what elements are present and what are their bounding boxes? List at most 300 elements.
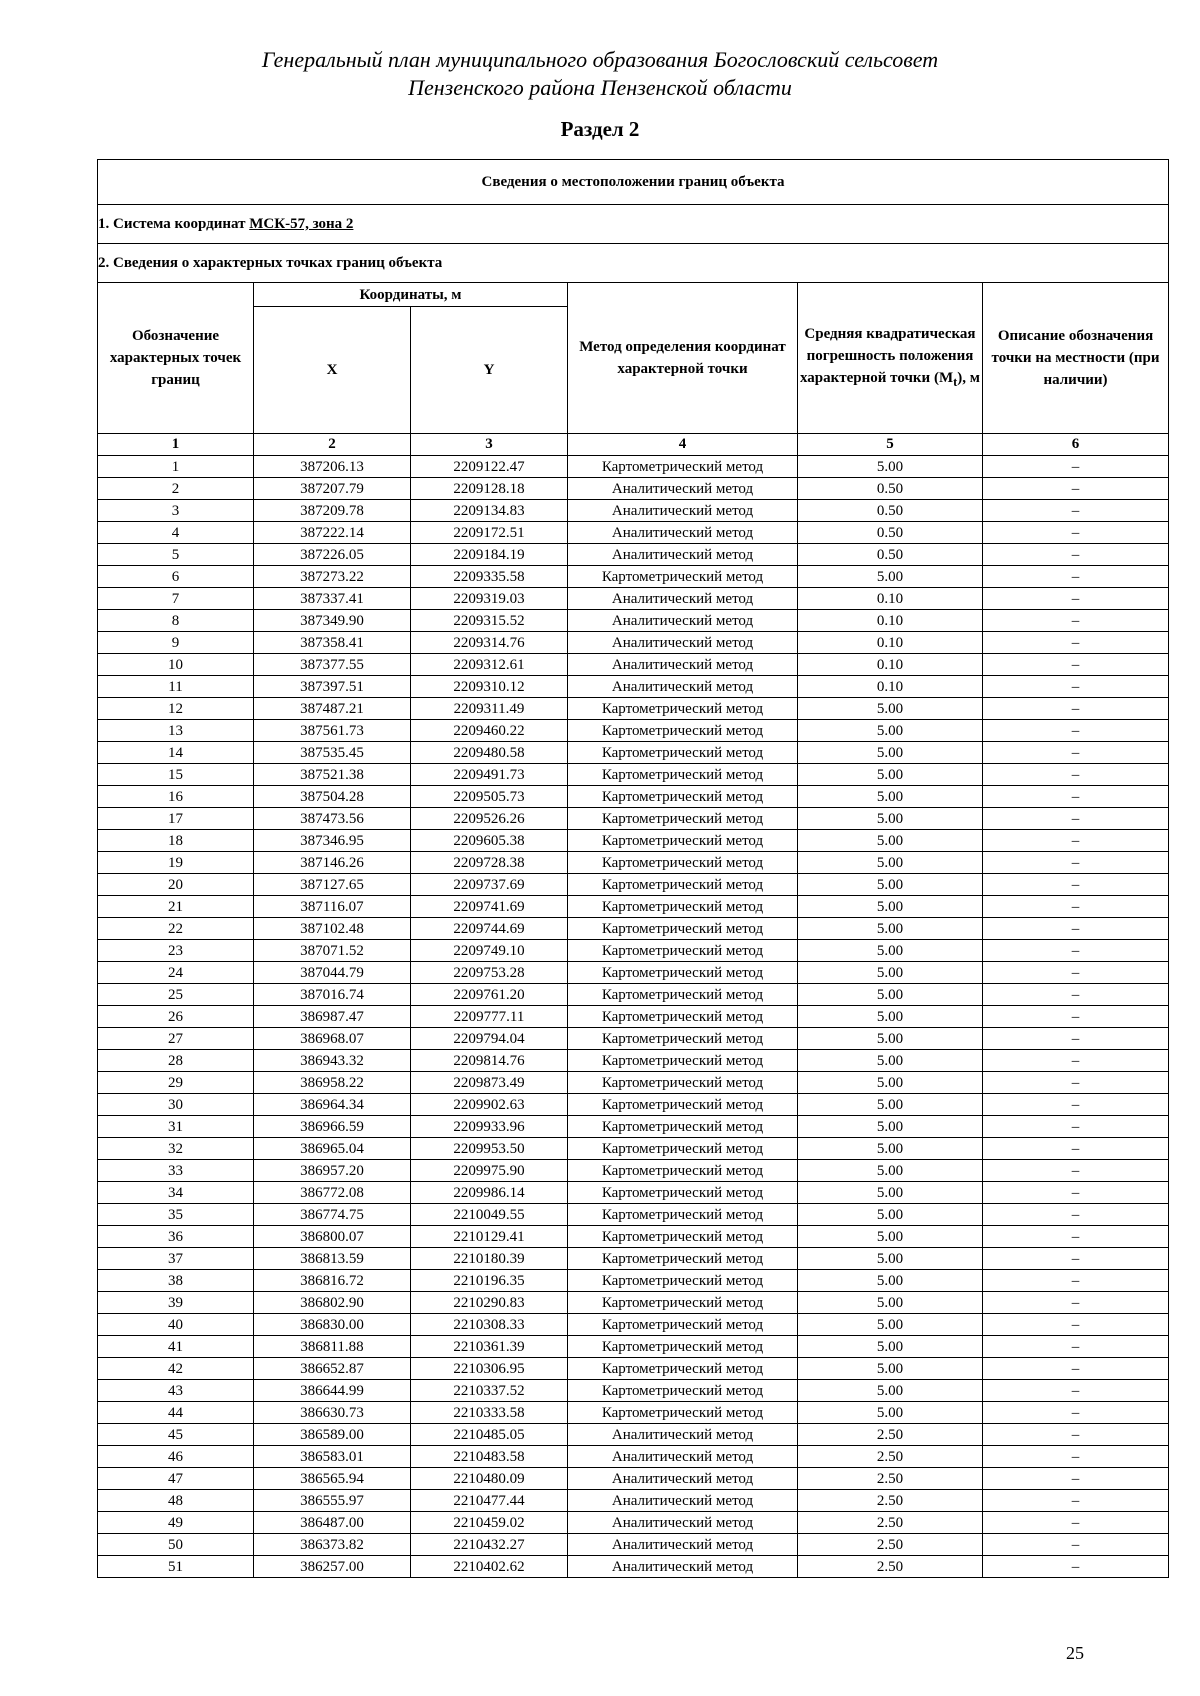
section-title: Раздел 2 — [560, 117, 640, 141]
coord-x-cell: 386373.82 — [254, 1534, 411, 1556]
point-id-cell: 5 — [98, 544, 254, 566]
error-cell: 2.50 — [798, 1556, 983, 1578]
description-cell: – — [983, 720, 1169, 742]
method-cell: Картометрический метод — [568, 1094, 798, 1116]
error-cell: 5.00 — [798, 1116, 983, 1138]
coord-y-cell: 2210477.44 — [411, 1490, 568, 1512]
coord-y-cell: 2209777.11 — [411, 1006, 568, 1028]
coord-y-cell: 2210483.58 — [411, 1446, 568, 1468]
error-cell: 5.00 — [798, 720, 983, 742]
error-cell: 5.00 — [798, 874, 983, 896]
error-cell: 0.10 — [798, 632, 983, 654]
method-cell: Аналитический метод — [568, 654, 798, 676]
method-cell: Картометрический метод — [568, 1006, 798, 1028]
coord-y-cell: 2210180.39 — [411, 1248, 568, 1270]
table-row — [98, 478, 1169, 500]
point-id-cell: 21 — [98, 896, 254, 918]
error-cell: 5.00 — [798, 1358, 983, 1380]
table-row — [98, 874, 1169, 896]
description-cell: – — [983, 1116, 1169, 1138]
table-row — [98, 1424, 1169, 1446]
description-cell: – — [983, 1160, 1169, 1182]
table-row — [98, 1402, 1169, 1424]
error-cell: 5.00 — [798, 1292, 983, 1314]
method-cell: Аналитический метод — [568, 1556, 798, 1578]
col-number-6: 6 — [983, 434, 1169, 456]
error-cell: 5.00 — [798, 1050, 983, 1072]
table-row — [98, 1380, 1169, 1402]
header-method: Метод определения координат характерной точки — [568, 283, 798, 434]
coord-y-cell: 2209741.69 — [411, 896, 568, 918]
method-cell: Картометрический метод — [568, 940, 798, 962]
coord-x-cell: 387487.21 — [254, 698, 411, 720]
table-row — [98, 1116, 1169, 1138]
coord-y-cell: 2209761.20 — [411, 984, 568, 1006]
point-id-cell: 41 — [98, 1336, 254, 1358]
method-cell: Картометрический метод — [568, 1358, 798, 1380]
table-row — [98, 1314, 1169, 1336]
point-id-cell: 26 — [98, 1006, 254, 1028]
point-id-cell: 13 — [98, 720, 254, 742]
coord-y-cell: 2209319.03 — [411, 588, 568, 610]
method-cell: Картометрический метод — [568, 896, 798, 918]
table-row — [98, 984, 1169, 1006]
table-row — [98, 698, 1169, 720]
error-cell: 5.00 — [798, 698, 983, 720]
table-row — [98, 742, 1169, 764]
coord-x-cell: 387521.38 — [254, 764, 411, 786]
method-cell: Аналитический метод — [568, 1534, 798, 1556]
method-cell: Аналитический метод — [568, 1446, 798, 1468]
table-row — [98, 808, 1169, 830]
description-cell: – — [983, 1512, 1169, 1534]
point-id-cell: 51 — [98, 1556, 254, 1578]
method-cell: Картометрический метод — [568, 1270, 798, 1292]
method-cell: Аналитический метод — [568, 544, 798, 566]
method-cell: Картометрический метод — [568, 698, 798, 720]
coord-x-cell: 386816.72 — [254, 1270, 411, 1292]
error-cell: 2.50 — [798, 1534, 983, 1556]
col-number-3: 3 — [411, 434, 568, 456]
description-cell: – — [983, 830, 1169, 852]
error-cell: 5.00 — [798, 456, 983, 478]
method-cell: Картометрический метод — [568, 456, 798, 478]
coord-y-cell: 2209753.28 — [411, 962, 568, 984]
description-cell: – — [983, 808, 1169, 830]
table-row — [98, 1556, 1169, 1578]
table-row — [98, 1358, 1169, 1380]
description-cell: – — [983, 1380, 1169, 1402]
coord-y-cell: 2209737.69 — [411, 874, 568, 896]
point-id-cell: 15 — [98, 764, 254, 786]
error-cell: 5.00 — [798, 1380, 983, 1402]
description-cell: – — [983, 984, 1169, 1006]
coord-y-cell: 2209975.90 — [411, 1160, 568, 1182]
description-cell: – — [983, 896, 1169, 918]
coord-x-cell: 387397.51 — [254, 676, 411, 698]
error-cell: 5.00 — [798, 1336, 983, 1358]
point-id-cell: 49 — [98, 1512, 254, 1534]
error-cell: 5.00 — [798, 1138, 983, 1160]
col-number-2: 2 — [254, 434, 411, 456]
point-id-cell: 11 — [98, 676, 254, 698]
point-id-cell: 40 — [98, 1314, 254, 1336]
description-cell: – — [983, 1358, 1169, 1380]
header-error-sub: t — [953, 375, 958, 389]
coord-x-cell: 387358.41 — [254, 632, 411, 654]
coord-x-cell: 386811.88 — [254, 1336, 411, 1358]
method-cell: Аналитический метод — [568, 478, 798, 500]
table-row — [98, 1468, 1169, 1490]
point-id-cell: 14 — [98, 742, 254, 764]
table-row — [98, 544, 1169, 566]
method-cell: Картометрический метод — [568, 1204, 798, 1226]
point-id-cell: 16 — [98, 786, 254, 808]
error-cell: 5.00 — [798, 896, 983, 918]
method-cell: Картометрический метод — [568, 566, 798, 588]
description-cell: – — [983, 1094, 1169, 1116]
method-cell: Картометрический метод — [568, 962, 798, 984]
method-cell: Картометрический метод — [568, 808, 798, 830]
table-row — [98, 1248, 1169, 1270]
table-row — [98, 918, 1169, 940]
error-cell: 0.10 — [798, 654, 983, 676]
coord-x-cell: 387116.07 — [254, 896, 411, 918]
coord-y-cell: 2209122.47 — [411, 456, 568, 478]
method-cell: Картометрический метод — [568, 1226, 798, 1248]
coord-y-cell: 2209902.63 — [411, 1094, 568, 1116]
coordinate-system-label: 1. Система координат — [98, 215, 250, 232]
error-cell: 5.00 — [798, 1204, 983, 1226]
point-id-cell: 18 — [98, 830, 254, 852]
table-row — [98, 1270, 1169, 1292]
coord-x-cell: 387226.05 — [254, 544, 411, 566]
method-cell: Аналитический метод — [568, 588, 798, 610]
description-cell: – — [983, 1006, 1169, 1028]
point-id-cell: 28 — [98, 1050, 254, 1072]
table-row — [98, 610, 1169, 632]
method-cell: Аналитический метод — [568, 500, 798, 522]
description-cell: – — [983, 1402, 1169, 1424]
table-row — [98, 1072, 1169, 1094]
description-cell: – — [983, 522, 1169, 544]
coord-y-cell: 2209128.18 — [411, 478, 568, 500]
table-row — [98, 764, 1169, 786]
header-designation: Обозначение характерных точек границ — [98, 283, 254, 434]
point-id-cell: 50 — [98, 1534, 254, 1556]
table-row — [98, 1226, 1169, 1248]
coord-x-cell: 386987.47 — [254, 1006, 411, 1028]
method-cell: Картометрический метод — [568, 1292, 798, 1314]
coord-y-cell: 2209749.10 — [411, 940, 568, 962]
error-cell: 5.00 — [798, 1270, 983, 1292]
error-cell: 0.10 — [798, 588, 983, 610]
coord-x-cell: 386965.04 — [254, 1138, 411, 1160]
coord-x-cell: 387127.65 — [254, 874, 411, 896]
table-row — [98, 720, 1169, 742]
error-cell: 5.00 — [798, 764, 983, 786]
coord-y-cell: 2209335.58 — [411, 566, 568, 588]
point-id-cell: 25 — [98, 984, 254, 1006]
description-cell: – — [983, 632, 1169, 654]
error-cell: 5.00 — [798, 940, 983, 962]
point-id-cell: 4 — [98, 522, 254, 544]
table-row — [98, 500, 1169, 522]
coord-x-cell: 387206.13 — [254, 456, 411, 478]
coord-x-cell: 387349.90 — [254, 610, 411, 632]
coord-x-cell: 386257.00 — [254, 1556, 411, 1578]
header-error — [798, 283, 983, 434]
description-cell: – — [983, 1336, 1169, 1358]
coord-x-cell: 386487.00 — [254, 1512, 411, 1534]
coord-x-cell: 387273.22 — [254, 566, 411, 588]
description-cell: – — [983, 1204, 1169, 1226]
coordinate-system-value: МСК-57, зона 2 — [249, 215, 354, 232]
coord-y-cell: 2209605.38 — [411, 830, 568, 852]
coord-y-cell: 2210402.62 — [411, 1556, 568, 1578]
point-id-cell: 38 — [98, 1270, 254, 1292]
coord-x-cell: 387561.73 — [254, 720, 411, 742]
table-row — [98, 1094, 1169, 1116]
col-number-5: 5 — [798, 434, 983, 456]
description-cell: – — [983, 786, 1169, 808]
table-row — [98, 1050, 1169, 1072]
coord-y-cell: 2209480.58 — [411, 742, 568, 764]
method-cell: Картометрический метод — [568, 1336, 798, 1358]
error-cell: 5.00 — [798, 852, 983, 874]
method-cell: Аналитический метод — [568, 610, 798, 632]
error-cell: 5.00 — [798, 1248, 983, 1270]
coord-y-cell: 2209491.73 — [411, 764, 568, 786]
error-cell: 0.10 — [798, 676, 983, 698]
coord-x-cell: 387222.14 — [254, 522, 411, 544]
table-row — [98, 940, 1169, 962]
coord-y-cell: 2210337.52 — [411, 1380, 568, 1402]
table-row — [98, 1292, 1169, 1314]
coord-y-cell: 2210196.35 — [411, 1270, 568, 1292]
table-row — [98, 1182, 1169, 1204]
error-cell: 5.00 — [798, 1314, 983, 1336]
description-cell: – — [983, 676, 1169, 698]
method-cell: Аналитический метод — [568, 1424, 798, 1446]
point-id-cell: 23 — [98, 940, 254, 962]
coord-y-cell: 2210129.41 — [411, 1226, 568, 1248]
coord-x-cell: 386968.07 — [254, 1028, 411, 1050]
description-cell: – — [983, 962, 1169, 984]
coord-y-cell: 2210333.58 — [411, 1402, 568, 1424]
point-id-cell: 9 — [98, 632, 254, 654]
table-row — [98, 676, 1169, 698]
method-cell: Картометрический метод — [568, 1050, 798, 1072]
table-row — [98, 1512, 1169, 1534]
description-cell: – — [983, 764, 1169, 786]
coord-x-cell: 386943.32 — [254, 1050, 411, 1072]
method-cell: Картометрический метод — [568, 742, 798, 764]
description-cell: – — [983, 1028, 1169, 1050]
error-cell: 5.00 — [798, 1094, 983, 1116]
coord-x-cell: 387209.78 — [254, 500, 411, 522]
point-id-cell: 8 — [98, 610, 254, 632]
error-cell: 5.00 — [798, 566, 983, 588]
error-cell: 5.00 — [798, 808, 983, 830]
error-cell: 5.00 — [798, 1160, 983, 1182]
method-cell: Картометрический метод — [568, 1138, 798, 1160]
error-cell: 0.50 — [798, 544, 983, 566]
point-id-cell: 3 — [98, 500, 254, 522]
error-cell: 5.00 — [798, 1182, 983, 1204]
error-cell: 5.00 — [798, 1006, 983, 1028]
coord-x-cell: 386630.73 — [254, 1402, 411, 1424]
coord-y-cell: 2210459.02 — [411, 1512, 568, 1534]
points-info-heading: 2. Сведения о характерных точках границ объекта — [98, 244, 1169, 283]
point-id-cell: 20 — [98, 874, 254, 896]
point-id-cell: 27 — [98, 1028, 254, 1050]
header-y: Y — [411, 307, 568, 434]
coord-y-cell: 2209873.49 — [411, 1072, 568, 1094]
coord-y-cell: 2209814.76 — [411, 1050, 568, 1072]
header-error-end: ), м — [957, 370, 980, 386]
coord-x-cell: 386774.75 — [254, 1204, 411, 1226]
method-cell: Картометрический метод — [568, 764, 798, 786]
point-id-cell: 34 — [98, 1182, 254, 1204]
coord-x-cell: 386966.59 — [254, 1116, 411, 1138]
method-cell: Картометрический метод — [568, 852, 798, 874]
table-row — [98, 896, 1169, 918]
table-row — [98, 786, 1169, 808]
error-cell: 5.00 — [798, 1028, 983, 1050]
point-id-cell: 32 — [98, 1138, 254, 1160]
coordinate-system — [98, 205, 1169, 244]
coord-y-cell: 2209728.38 — [411, 852, 568, 874]
coord-x-cell: 386772.08 — [254, 1182, 411, 1204]
description-cell: – — [983, 478, 1169, 500]
error-cell: 2.50 — [798, 1424, 983, 1446]
coord-y-cell: 2210290.83 — [411, 1292, 568, 1314]
description-cell: – — [983, 588, 1169, 610]
coord-x-cell: 387346.95 — [254, 830, 411, 852]
description-cell: – — [983, 544, 1169, 566]
coord-x-cell: 386964.34 — [254, 1094, 411, 1116]
col-number-4: 4 — [568, 434, 798, 456]
table-row — [98, 456, 1169, 478]
method-cell: Аналитический метод — [568, 632, 798, 654]
header-x: X — [254, 307, 411, 434]
table-title: Сведения о местоположении границ объекта — [98, 160, 1169, 205]
description-cell: – — [983, 1314, 1169, 1336]
description-cell: – — [983, 1050, 1169, 1072]
description-cell: – — [983, 654, 1169, 676]
coord-x-cell: 386555.97 — [254, 1490, 411, 1512]
description-cell: – — [983, 1446, 1169, 1468]
coord-x-cell: 387535.45 — [254, 742, 411, 764]
table-row — [98, 1138, 1169, 1160]
method-cell: Картометрический метод — [568, 1182, 798, 1204]
coord-y-cell: 2210432.27 — [411, 1534, 568, 1556]
description-cell: – — [983, 1182, 1169, 1204]
document-header-line1: Генеральный план муниципального образования Богословский сельсовет — [261, 47, 939, 72]
table-row — [98, 1204, 1169, 1226]
description-cell: – — [983, 1226, 1169, 1248]
point-id-cell: 35 — [98, 1204, 254, 1226]
coord-x-cell: 386958.22 — [254, 1072, 411, 1094]
point-id-cell: 19 — [98, 852, 254, 874]
error-cell: 5.00 — [798, 1226, 983, 1248]
description-cell: – — [983, 852, 1169, 874]
point-id-cell: 6 — [98, 566, 254, 588]
coord-y-cell: 2209986.14 — [411, 1182, 568, 1204]
method-cell: Картометрический метод — [568, 1380, 798, 1402]
coord-y-cell: 2209311.49 — [411, 698, 568, 720]
point-id-cell: 48 — [98, 1490, 254, 1512]
point-id-cell: 24 — [98, 962, 254, 984]
error-cell: 2.50 — [798, 1490, 983, 1512]
method-cell: Картометрический метод — [568, 1248, 798, 1270]
table-row — [98, 1160, 1169, 1182]
point-id-cell: 30 — [98, 1094, 254, 1116]
document-header-line2: Пензенского района Пензенской области — [408, 75, 792, 100]
point-id-cell: 42 — [98, 1358, 254, 1380]
description-cell: – — [983, 500, 1169, 522]
method-cell: Картометрический метод — [568, 1160, 798, 1182]
error-cell: 0.10 — [798, 610, 983, 632]
table-row — [98, 852, 1169, 874]
coord-y-cell: 2209134.83 — [411, 500, 568, 522]
coord-y-cell: 2209953.50 — [411, 1138, 568, 1160]
error-cell: 5.00 — [798, 742, 983, 764]
description-cell: – — [983, 456, 1169, 478]
table-row — [98, 566, 1169, 588]
description-cell: – — [983, 1270, 1169, 1292]
method-cell: Картометрический метод — [568, 1072, 798, 1094]
method-cell: Картометрический метод — [568, 720, 798, 742]
point-id-cell: 1 — [98, 456, 254, 478]
method-cell: Картометрический метод — [568, 786, 798, 808]
error-cell: 2.50 — [798, 1512, 983, 1534]
coord-y-cell: 2210049.55 — [411, 1204, 568, 1226]
coord-y-cell: 2209794.04 — [411, 1028, 568, 1050]
coord-x-cell: 386589.00 — [254, 1424, 411, 1446]
description-cell: – — [983, 918, 1169, 940]
coord-y-cell: 2209315.52 — [411, 610, 568, 632]
point-id-cell: 46 — [98, 1446, 254, 1468]
description-cell: – — [983, 1248, 1169, 1270]
method-cell: Картометрический метод — [568, 1402, 798, 1424]
method-cell: Аналитический метод — [568, 1468, 798, 1490]
method-cell: Картометрический метод — [568, 830, 798, 852]
description-cell: – — [983, 1468, 1169, 1490]
point-id-cell: 36 — [98, 1226, 254, 1248]
method-cell: Картометрический метод — [568, 874, 798, 896]
point-id-cell: 45 — [98, 1424, 254, 1446]
description-cell: – — [983, 1490, 1169, 1512]
method-cell: Картометрический метод — [568, 1116, 798, 1138]
coord-x-cell: 386957.20 — [254, 1160, 411, 1182]
description-cell: – — [983, 1072, 1169, 1094]
description-cell: – — [983, 698, 1169, 720]
point-id-cell: 47 — [98, 1468, 254, 1490]
description-cell: – — [983, 742, 1169, 764]
table-row — [98, 1446, 1169, 1468]
point-id-cell: 12 — [98, 698, 254, 720]
point-id-cell: 17 — [98, 808, 254, 830]
table-row — [98, 588, 1169, 610]
coord-y-cell: 2210485.05 — [411, 1424, 568, 1446]
coord-x-cell: 387044.79 — [254, 962, 411, 984]
col-number-1: 1 — [98, 434, 254, 456]
coord-y-cell: 2209460.22 — [411, 720, 568, 742]
method-cell: Картометрический метод — [568, 918, 798, 940]
coord-x-cell: 386565.94 — [254, 1468, 411, 1490]
